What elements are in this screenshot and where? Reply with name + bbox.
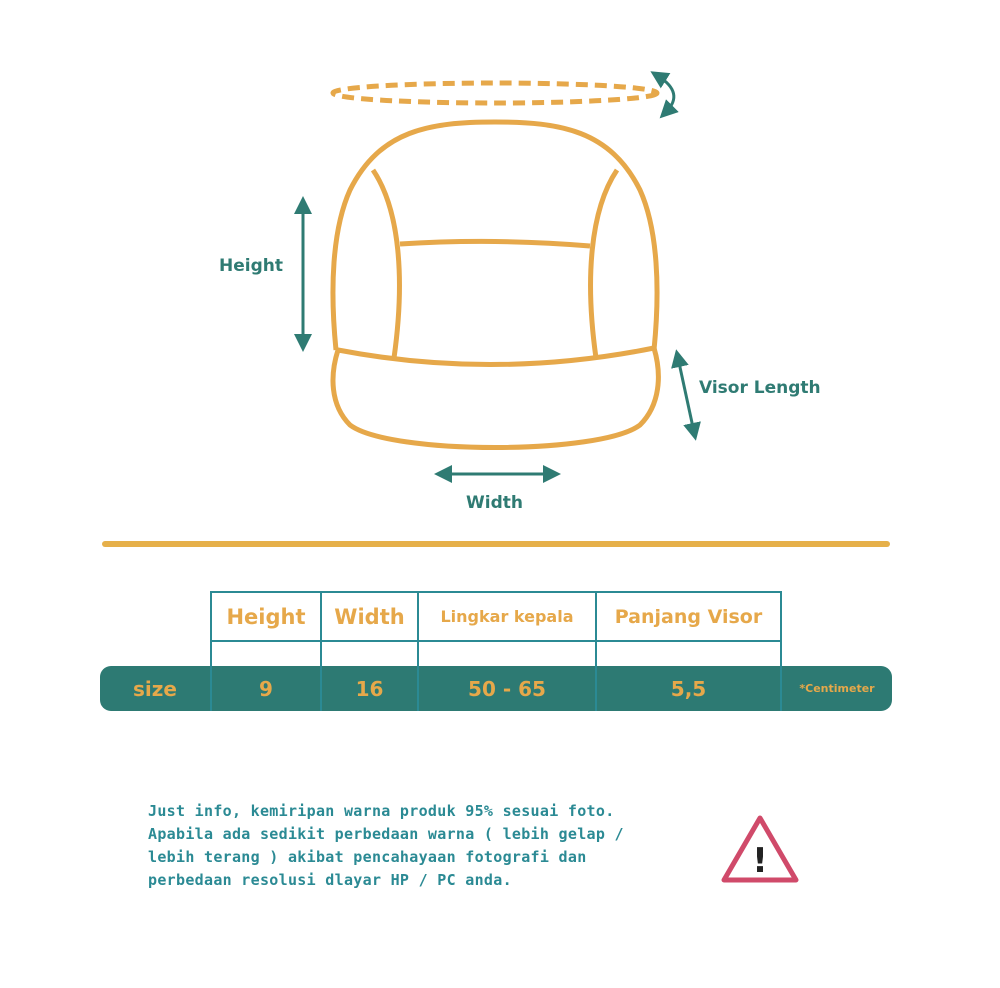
visor-length-label: Visor Length — [699, 378, 821, 398]
disclaimer-line: Just info, kemiripan warna produk 95% sesuai foto. — [148, 802, 615, 820]
value-head-circumference: 50 - 65 — [417, 666, 597, 711]
header-gap-width — [320, 640, 419, 666]
value-visor-length: 5,5 — [595, 666, 782, 711]
disclaimer-line: Apabila ada sedikit perbedaan warna ( lebih gelap / — [148, 825, 624, 843]
color-disclaimer — [148, 800, 728, 892]
value-height: 9 — [210, 666, 322, 711]
unit-note: *Centimeter — [799, 682, 875, 695]
circumference-ellipse — [333, 83, 657, 103]
right-panel-seam — [591, 170, 617, 358]
front-panel-seam — [400, 241, 590, 246]
header-height: Height — [210, 591, 322, 640]
rotation-arrow — [658, 76, 674, 112]
disclaimer-line: perbedaan resolusi dlayar HP / PC anda. — [148, 871, 512, 889]
section-divider — [102, 541, 890, 547]
header-gap-circumference — [417, 640, 597, 666]
height-label: Height — [219, 256, 283, 276]
value-width: 16 — [320, 666, 419, 711]
cap-crown — [333, 122, 657, 350]
visor-length-arrow — [678, 358, 694, 432]
header-head-circumference: Lingkar kepala — [417, 591, 597, 640]
header-width: Width — [320, 591, 419, 640]
warning-triangle-icon — [720, 814, 800, 886]
left-panel-seam — [373, 170, 399, 358]
header-gap-height — [210, 640, 322, 666]
cap-visor — [333, 348, 658, 448]
width-label: Width — [466, 493, 523, 513]
header-visor-length: Panjang Visor — [595, 591, 782, 640]
size-row-label: size — [133, 676, 177, 701]
disclaimer-line: lebih terang ) akibat pencahayaan fotografi dan — [148, 848, 587, 866]
warning-symbol: ! — [752, 841, 768, 881]
header-gap-visor — [595, 640, 782, 666]
